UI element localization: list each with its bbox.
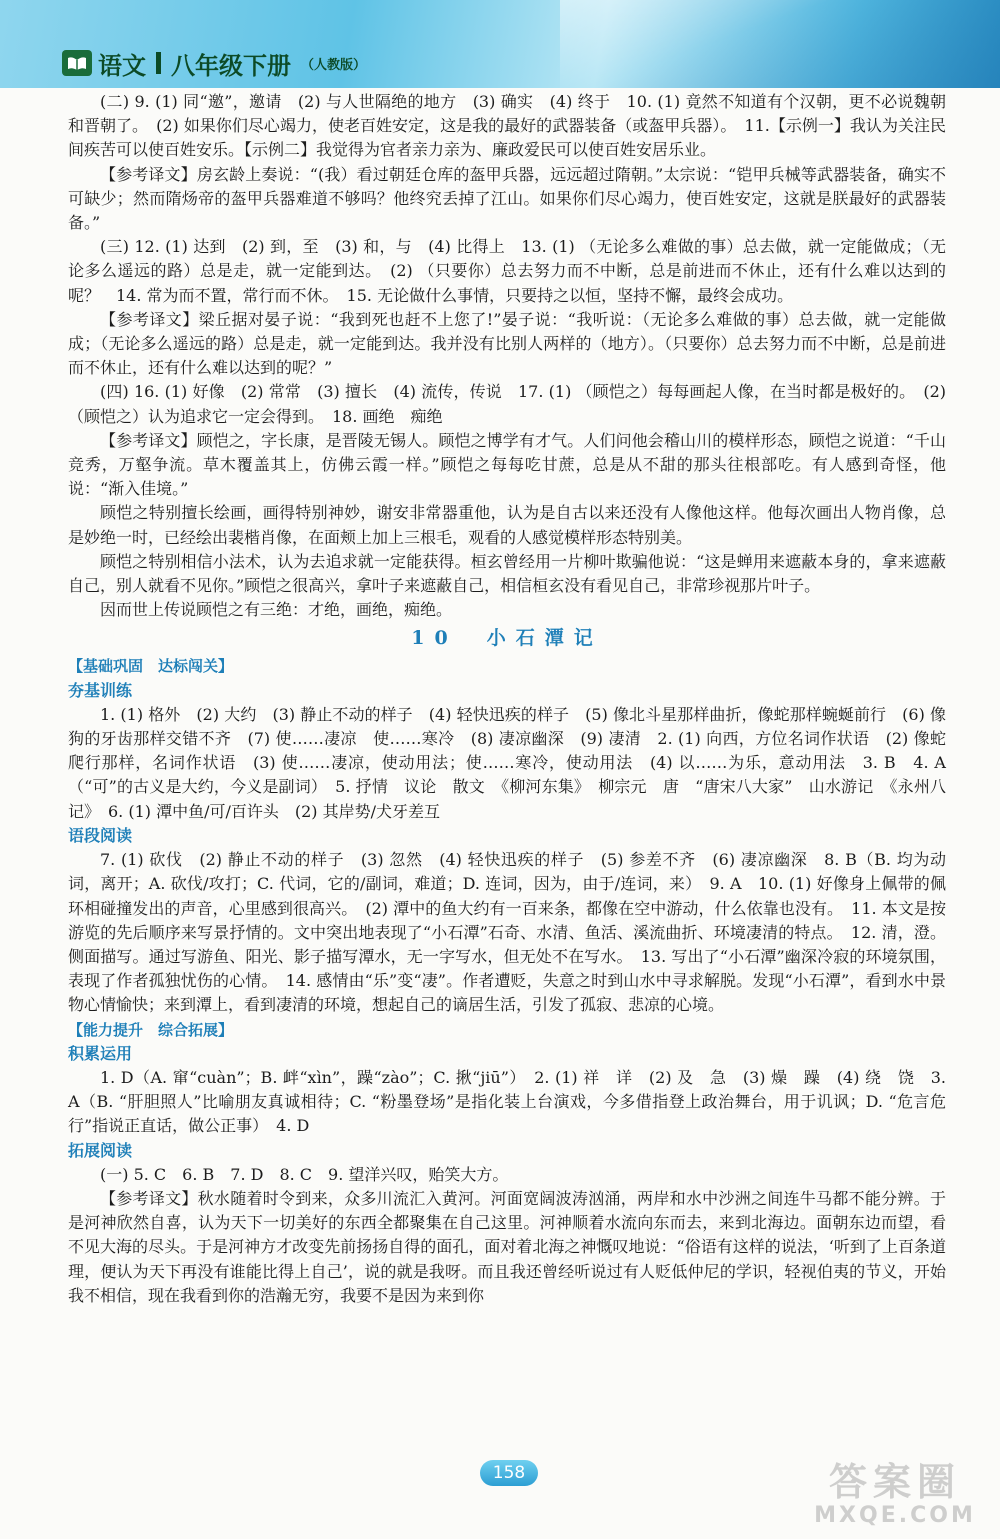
- watermark-top: 答案圈: [828, 1460, 961, 1504]
- paragraph: 【参考译文】顾恺之，字长康，是晋陵无锡人。顾恺之博学有才气。人们问他会稽山川的模样形态，顾恺之说道：“千山竞秀，万壑争流。草木覆盖其上，仿佛云霞一样。”顾恺之每每吃甘蔗，总是从不甜的那头往根部吃。有人感到奇怪，他说：“渐入佳境。”: [68, 430, 946, 499]
- section-label-ability: 【能力提升 综合拓展】: [68, 1020, 234, 1039]
- answer-content: [68, 90, 946, 1308]
- paragraph: (一) 5. C 6. B 7. D 8. C 9. 望洋兴叹，贻笑大方。: [100, 1164, 509, 1184]
- paragraph: (四) 16. (1) 好像 (2) 常常 (3) 擅长 (4) 流传，传说 17. (1) （顾恺之）每每画起人像，在当时都是极好的。 (2) （顾恺之）认为追求它一定会得到。 18. 画绝 痴绝: [68, 382, 946, 426]
- paragraph: (二) 9. (1) 同“邀”，邀请 (2) 与人世隔绝的地方 (3) 确实 (4) 终于 10. (1) 竟然不知道有个汉朝，更不必说魏朝和晋朝了。 (2) 如果你们尽心竭力，使老百姓安定，这是我的最好的武器装备（或盔甲兵器）。 11.【示例一】我认为关注民间疾苦可以使百姓安乐。【示例二】我觉得为官者亲力亲为、廉政爱民可以使百姓安居乐业。: [68, 92, 946, 160]
- section-label-basic: 【基础巩固 达标闯关】: [68, 657, 234, 676]
- sub-label-reading: 语段阅读: [68, 825, 133, 845]
- subject-label: 语文: [98, 51, 146, 80]
- sub-label-accumulation: 积累运用: [68, 1043, 133, 1063]
- header-divider: [156, 52, 161, 74]
- header-bar: [62, 48, 366, 78]
- paragraph: (三) 12. (1) 达到 (2) 到，至 (3) 和，与 (4) 比得上 13. (1) （无论多么难做的事）总去做，就一定能做成；（无论多么遥远的路）总是走，就一定能到达。 (2) （只要你）总去努力而不中断，总是前进而不休止，还有什么难以达到的呢？ 14. 常为而不置，常行而不休。 15. 无论做什么事情，只要持之以恒，坚持不懈，最终会成功。: [68, 237, 946, 305]
- edition-label: （人教版）: [301, 57, 367, 73]
- lesson-title: 10 小石潭记: [411, 627, 603, 650]
- book-leaf-icon: [62, 50, 92, 76]
- paragraph: 顾恺之特别相信小法术，认为去追求就一定能获得。桓玄曾经用一片柳叶欺骗他说：“这是蝉用来遮蔽本身的，拿来遮蔽自己，别人就看不见你。”顾恺之很高兴，拿叶子来遮蔽自己，相信桓玄没有看见自己，非常珍视那片叶子。: [68, 551, 946, 596]
- paragraph: 因而世上传说顾恺之有三绝：才绝，画绝，痴绝。: [100, 600, 453, 620]
- paragraph: 【参考译文】秋水随着时令到来，众多川流汇入黄河。河面宽阔波涛汹涌，两岸和水中沙洲之间连牛马都不能分辨。于是河神欣然自喜，认为天下一切美好的东西全都聚集在自己这里。河神顺着水流向东而去，来到北海边。面朝东边而望，看不见大海的尽头。于是河神方才改变先前扬扬自得的面孔，面对着北海之神慨叹地说：“俗语有这样的说法，‘听到了上百条道理，便认为天下再没有谁能比得上自己’，说的就是我呀。而且我还曾经听说过有人贬低仲尼的学识，轻视伯夷的节义，开始我不相信，现在我看到你的浩瀚无穷，我要不是因为来到你: [68, 1188, 946, 1305]
- page-number: 158: [480, 1460, 538, 1486]
- paragraph: 7. (1) 砍伐 (2) 静止不动的样子 (3) 忽然 (4) 轻快迅疾的样子 (5) 参差不齐 (6) 凄凉幽深 8. B（B. 均为动词，离开；A. 砍伐/攻打；C. 代词，它的/副词，难道；D. 连词，因为，由于/连词，来） 9. A 10. (1) 好像身上佩带的佩环相碰撞发出的声音，心里感到很高兴。 (2) 潭中的鱼大约有一百来条，都像在空中游动，什么依靠也没有。 11. 本文是按游览的先后顺序来写景抒情的。文中突出地表现了“小石潭”石奇、水清、鱼活、溪流曲折、环境凄清的特点。 12. 清，澄。侧面描写。通过写游鱼、阳光、影子描写潭水，无一字写水，但无处不在写水。 13. 写出了“小石潭”幽深冷寂的环境氛围，表现了作者孤独忧伤的心情。 14. 感情由“乐”变“凄”。作者遭贬，失意之时到山水中寻求解脱。发现“小石潭”，看到水中景物心情愉快；来到潭上，看到凄清的环境，想起自己的谪居生活，引发了孤寂、悲凉的心境。: [68, 850, 946, 1015]
- paragraph: 【参考译文】房玄龄上奏说：“(我）看过朝廷仓库的盔甲兵器，远远超过隋朝。”太宗说：“铠甲兵械等武器装备，确实不可缺少；然而隋炀帝的盔甲兵器难道不够吗？他终究丢掉了江山。如果你们尽心竭力，使百姓安定，这就是朕最好的武器装备。”: [68, 164, 946, 233]
- paragraph: 顾恺之特别擅长绘画，画得特别神妙，谢安非常器重他，认为是自古以来还没有人像他这样。他每次画出人物肖像，总是妙绝一时，已经绘出裴楷肖像，在面颊上加上三根毛，观看的人感觉模样形态特别美。: [68, 503, 946, 547]
- paragraph: 1. D（A. 窜“cuàn”；B. 衅“xìn”，躁“zào”；C. 揪“jiū”） 2. (1) 祥 详 (2) 及 急 (3) 燥 躁 (4) 绕 饶 3. A（B. “肝胆照人”比喻朋友真诚相待；C. “粉墨登场”是指化装上台演戏，今多借指登上政治舞台，用于讥讽；D. “危言危行”指说正直话，做公正事） 4. D: [68, 1067, 946, 1136]
- paragraph: 【参考译文】梁丘据对晏子说：“我到死也赶不上您了!”晏子说：“我听说：（无论多么难做的事）总去做，就一定能做成；（无论多么遥远的路）总是走，就一定能到达。我并没有比别人两样的（地方）。（只要你）总去努力而不中断，总是前进而不休止，还有什么难以达到的呢？”: [68, 309, 946, 378]
- watermark-bottom: MXQE.COM: [814, 1503, 976, 1528]
- sub-label-extended: 拓展阅读: [68, 1140, 133, 1160]
- grade-label: 八年级下册: [171, 51, 291, 80]
- paragraph: 1. (1) 格外 (2) 大约 (3) 静止不动的样子 (4) 轻快迅疾的样子 (5) 像北斗星那样曲折，像蛇那样蜿蜒前行 (6) 像狗的牙齿那样交错不齐 (7) 使……凄凉 使……寒冷 (8) 凄凉幽深 (9) 凄清 2. (1) 向西，方位名词作状语 (2) 像蛇爬行那样，名词作状语 (3) 使……凄凉，使动用法；使……寒冷，使动用法 (4) 以……为乐，意动用法 3. B 4. A（“可”的古义是大约，今义是副词） 5. 抒情 议论 散文 《柳河东集》 柳宗元 唐 “唐宋八大家” 山水游记 《永州八记》 6. (1) 潭中鱼/可/百许头 (2) 其岸势/犬牙差互: [68, 704, 946, 821]
- watermark: [800, 1461, 990, 1533]
- sub-label-training: 夯基训练: [68, 680, 133, 700]
